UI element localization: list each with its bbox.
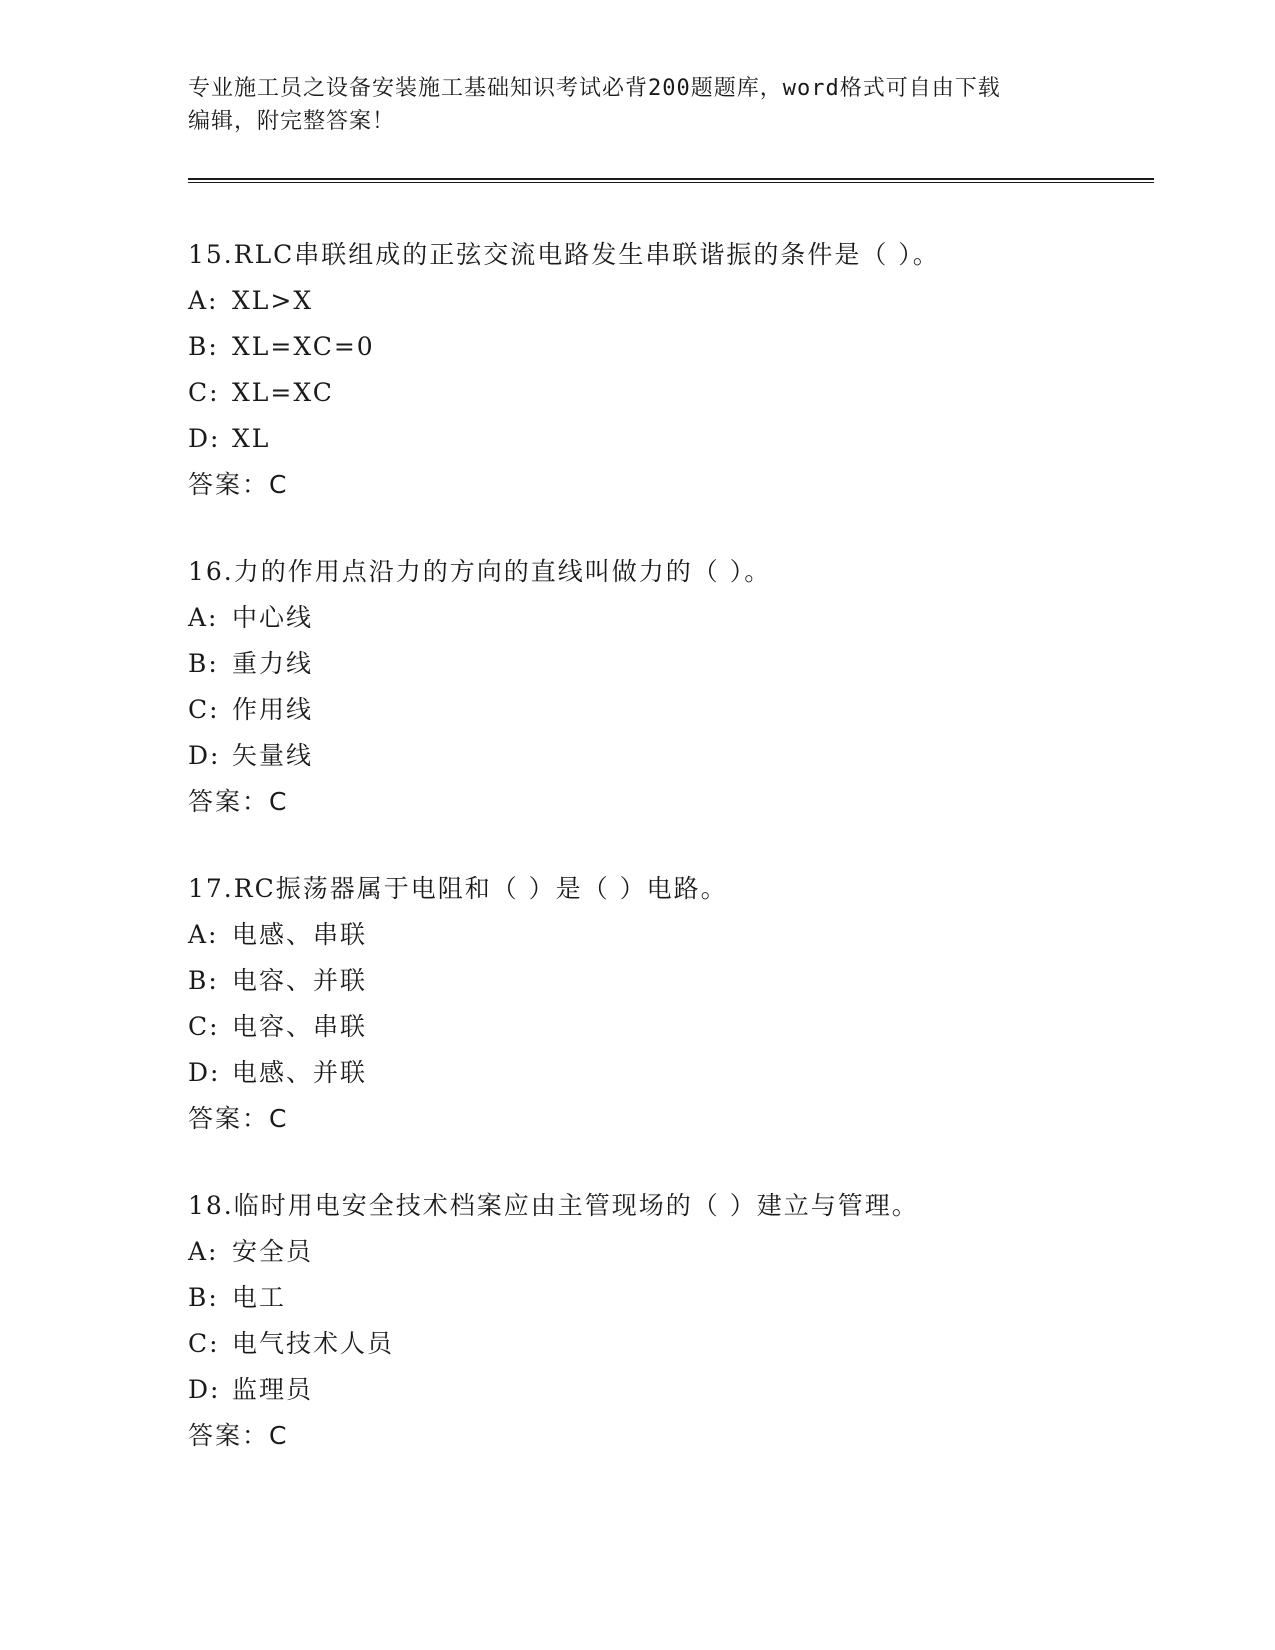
option-key: C: <box>188 1329 220 1358</box>
option-key: D: <box>188 424 221 453</box>
option-d <box>188 1367 1148 1413</box>
header-divider-thick <box>188 178 1154 180</box>
answer-line: 答案：C <box>188 1104 289 1133</box>
question-title: 16.力的作用点沿力的方向的直线叫做力的（ ）。 <box>188 557 772 586</box>
question-title: 15.RLC串联组成的正弦交流电路发生串联谐振的条件是（ ）。 <box>188 240 940 269</box>
option-text: 重力线 <box>232 649 314 678</box>
option-text: XL>X <box>232 286 314 315</box>
option-a <box>188 595 1148 641</box>
question-block <box>188 232 1148 508</box>
question-block <box>188 549 1148 825</box>
option-key: A: <box>188 920 219 949</box>
option-b <box>188 324 1148 370</box>
option-key: B: <box>188 966 219 995</box>
option-key: D: <box>188 1375 221 1404</box>
header-line-1: 专业施工员之设备安装施工基础知识考试必背200题题库，word格式可自由下载 <box>188 76 1001 101</box>
option-key: A: <box>188 603 219 632</box>
question-title: 17.RC振荡器属于电阻和（ ）是（ ）电路。 <box>188 874 728 903</box>
option-text: 电工 <box>232 1283 287 1312</box>
option-b <box>188 1275 1148 1321</box>
option-text: 电容、并联 <box>232 966 368 995</box>
option-text: 安全员 <box>232 1237 314 1266</box>
option-key: D: <box>188 741 221 770</box>
option-c <box>188 1321 1148 1367</box>
option-key: D: <box>188 1058 221 1087</box>
option-key: C: <box>188 1012 220 1041</box>
header-divider-thin <box>188 182 1154 183</box>
option-key: A: <box>188 286 219 315</box>
option-text: 电容、串联 <box>232 1012 368 1041</box>
option-key: B: <box>188 1283 219 1312</box>
option-key: C: <box>188 695 220 724</box>
option-text: 电气技术人员 <box>232 1329 395 1358</box>
option-text: 中心线 <box>232 603 314 632</box>
option-text: 矢量线 <box>232 741 314 770</box>
option-text: XL <box>232 424 271 453</box>
option-a <box>188 912 1148 958</box>
answer-line: 答案：C <box>188 1421 289 1450</box>
option-key: A: <box>188 1237 219 1266</box>
header-line-2: 编辑，附完整答案！ <box>188 109 396 134</box>
question-block <box>188 1183 1148 1459</box>
option-c <box>188 687 1148 733</box>
option-text: 电感、并联 <box>232 1058 368 1087</box>
option-d <box>188 416 1148 462</box>
option-key: C: <box>188 378 220 407</box>
question-title: 18.临时用电安全技术档案应由主管现场的（ ）建立与管理。 <box>188 1191 919 1220</box>
option-d <box>188 1050 1148 1096</box>
question-block <box>188 866 1148 1142</box>
option-text: XL=XC <box>232 378 334 407</box>
document-header <box>188 72 1088 138</box>
option-text: 监理员 <box>232 1375 314 1404</box>
answer-line: 答案：C <box>188 787 289 816</box>
option-text: 电感、串联 <box>232 920 368 949</box>
option-key: B: <box>188 649 219 678</box>
option-c <box>188 370 1148 416</box>
option-text: XL=XC=0 <box>232 332 375 361</box>
option-c <box>188 1004 1148 1050</box>
answer-line: 答案：C <box>188 470 289 499</box>
option-text: 作用线 <box>232 695 314 724</box>
option-b <box>188 641 1148 687</box>
option-d <box>188 733 1148 779</box>
option-a <box>188 1229 1148 1275</box>
option-b <box>188 958 1148 1004</box>
option-a <box>188 278 1148 324</box>
option-key: B: <box>188 332 219 361</box>
